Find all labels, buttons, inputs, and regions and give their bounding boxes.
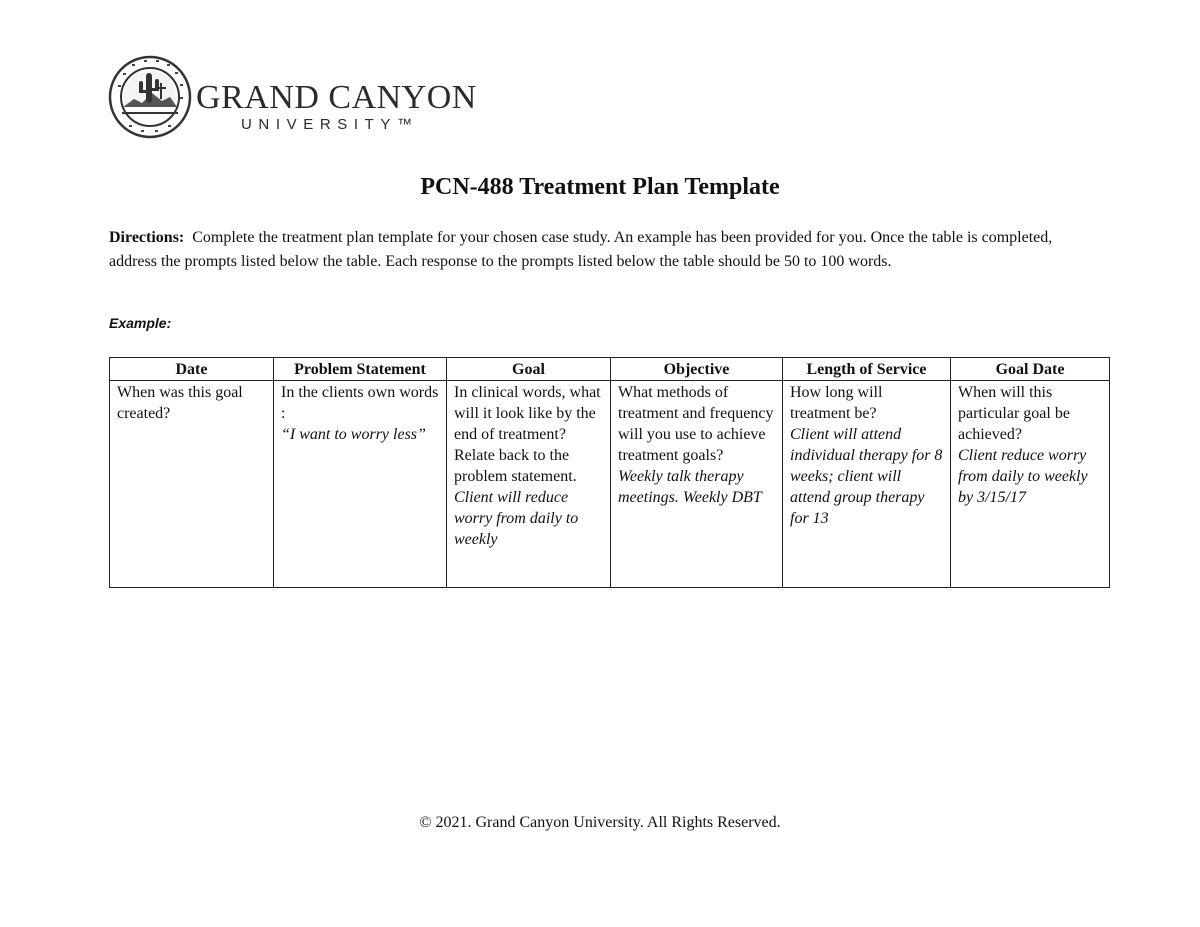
table-row (110, 381, 1110, 588)
cell-length-of-service (783, 381, 951, 588)
objective-prompt: What methods of treatment and frequency will you use to achieve treatment goals? (618, 384, 774, 464)
cell-objective (611, 381, 783, 588)
university-logo (108, 55, 488, 145)
header-goal-date: Goal Date (951, 358, 1110, 381)
length-prompt: How long will treatment be? (790, 384, 883, 422)
page-title: PCN-488 Treatment Plan Template (420, 174, 780, 200)
length-example: Client will attend individual therapy for 8 weeks; client will attend group therapy for 13 (790, 426, 943, 527)
cell-problem-statement (274, 381, 447, 588)
goal-example: Client will reduce worry from daily to weekly (454, 489, 579, 548)
copyright-footer: © 2021. Grand Canyon University. All Rights Reserved. (419, 814, 781, 831)
table-header-row (110, 358, 1110, 381)
objective-example: Weekly talk therapy meetings. Weekly DBT (618, 468, 762, 506)
example-label: Example: (109, 315, 172, 331)
directions-label: Directions: (109, 229, 185, 246)
goal-date-example: Client reduce worry from daily to weekly by 3/15/17 (958, 447, 1088, 506)
treatment-plan-table (109, 357, 1110, 588)
header-goal: Goal (447, 358, 611, 381)
cell-date (110, 381, 274, 588)
cell-goal (447, 381, 611, 588)
date-prompt: When was this goal created? (117, 384, 243, 422)
directions-text: Complete the treatment plan template for your chosen case study. An example has been provided for you. Once the table is completed, address the prompts listed below the table. Each response to the prompts listed below the table should be 50 to 100 words. (109, 229, 1053, 270)
problem-example: “I want to worry less” (281, 426, 426, 443)
directions-paragraph (109, 226, 1094, 273)
goal-prompt: In clinical words, what will it look like by the end of treatment? Relate back to the problem statement. (454, 384, 601, 485)
header-objective: Objective (611, 358, 783, 381)
problem-prompt: In the clients own words : (281, 384, 439, 422)
cell-goal-date (951, 381, 1110, 588)
university-seal-icon (108, 55, 192, 139)
logo-subtitle: UNIVERSITY™ (241, 116, 419, 133)
header-date: Date (110, 358, 274, 381)
header-problem-statement: Problem Statement (274, 358, 447, 381)
header-length-of-service: Length of Service (783, 358, 951, 381)
goal-date-prompt: When will this particular goal be achieved? (958, 384, 1070, 443)
logo-wordmark: GRAND CANYON (196, 79, 477, 116)
